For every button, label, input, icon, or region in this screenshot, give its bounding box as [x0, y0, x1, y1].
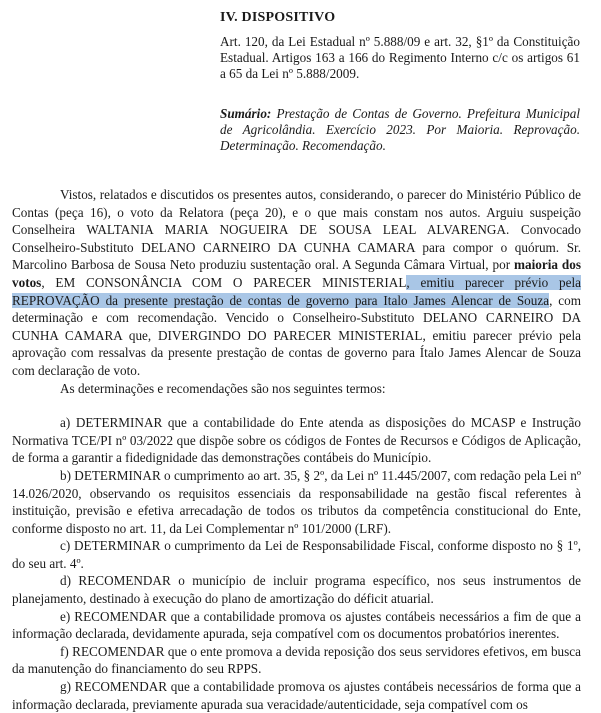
- paragraph-text-3: , com determinação e com recomendação. Vencido o Conselheiro-Substituto DELANO CARNEIRO DA CUNHA CAMARA que, DIVERGINDO DO PARECER MINISTERIAL, emitiu parecer prévio pela aprovação com ressalvas da presente prestação de contas de governo para Ítalo James Alencar de Souza com declaração de voto.: [12, 292, 581, 378]
- list-item: c) DETERMINAR o cumprimento da Lei de Responsabilidade Fiscal, conforme disposto no § 1º, do seu art. 4º.: [12, 538, 581, 571]
- summary-block: [220, 106, 580, 154]
- list-item: g) RECOMENDAR que a contabilidade promova os ajustes contábeis necessários de forma que a informação declarada, previamente apurada sua veracidade/autenticidade, seja compatível com os: [12, 679, 581, 712]
- paragraph-bold-text: maioria dos votos: [12, 257, 581, 290]
- list-item: f) RECOMENDAR que o ente promova a devida reposição dos seus servidores efetivos, em busca da manutenção do financiamento do seu RPPS.: [12, 643, 581, 677]
- list-item: b) DETERMINAR o cumprimento ao art. 35, § 2º, da Lei nº 11.445/2007, com redação pela Lei nº 14.026/2020, observando os requisitos essenciais da responsabilidade na gestão fiscal referentes à instituição, previsão e efetiva arrecadação de todos os tributos da competência constitucional do Ente, conforme disposto no art. 11, da Lei Complementar nº 101/2000 (LRF).: [12, 467, 581, 536]
- highlighted-text[interactable]: , emitiu parecer prévio pela REPROVAÇÃO da presente prestação de contas de governo para Italo James Alencar de Souza: [12, 274, 581, 308]
- section-title: IV. DISPOSITIVO: [220, 10, 336, 25]
- summary-label: Sumário:: [220, 106, 272, 121]
- paragraph-text-2: , EM CONSONÂNCIA COM O PARECER MINISTERIAL: [41, 274, 407, 290]
- list-item: d) RECOMENDAR o município de incluir programa específico, nos seus instrumentos de planejamento, destinado à execução do plano de amortização do déficit atuarial.: [12, 573, 581, 607]
- spacer: [12, 397, 581, 414]
- list-item: a) DETERMINAR que a contabilidade do Ente atenda as disposições do MCASP e Instrução Normativa TCE/PI nº 03/2022 que dispõe sobre os códigos de Fontes de Recursos e Códigos de Aplicação, de forma a garantir a fidedignidade das demonstrações contábeis do Município.: [12, 415, 581, 466]
- summary-text: Prestação de Contas de Governo. Prefeitura Municipal de Agricolândia. Exercício 2023. Por Maioria. Reprovação. Determinação. Recomendação.: [220, 106, 580, 153]
- paragraph-text-1: Vistos, relatados e discutidos os presentes autos, considerando, o parecer do Ministério Público de Contas (peça 16), o voto da Relatora (peça 20), e o que mais constam nos autos. Arguiu suspeição Conselheira WALTANIA MARIA NOGUEIRA DE SOUSA LEAL ALVARENGA. Convocado Conselheiro-Substituto DELANO CARNEIRO DA CUNHA CAMARA para compor o quórum. Sr. Marcolino Barbosa de Sousa Neto produziu sustentação oral. A Segunda Câmara Virtual, por: [12, 187, 581, 273]
- legal-basis-text: Art. 120, da Lei Estadual nº 5.888/09 e art. 32, §1º da Constituição Estadual. Artigos 163 a 166 do Regimento Interno c/c os artigos 61 a 65 da Lei nº 5.888/2009.: [220, 34, 580, 81]
- decision-paragraph: [12, 186, 581, 380]
- decision-body: [12, 186, 581, 713]
- list-item: e) RECOMENDAR que a contabilidade promova os ajustes contábeis necessários a fim de que a informação declarada, devidamente apurada, seja compatível com os documentos probatórios inerentes.: [12, 608, 581, 642]
- terms-intro: As determinações e recomendações são nos seguintes termos:: [60, 380, 386, 396]
